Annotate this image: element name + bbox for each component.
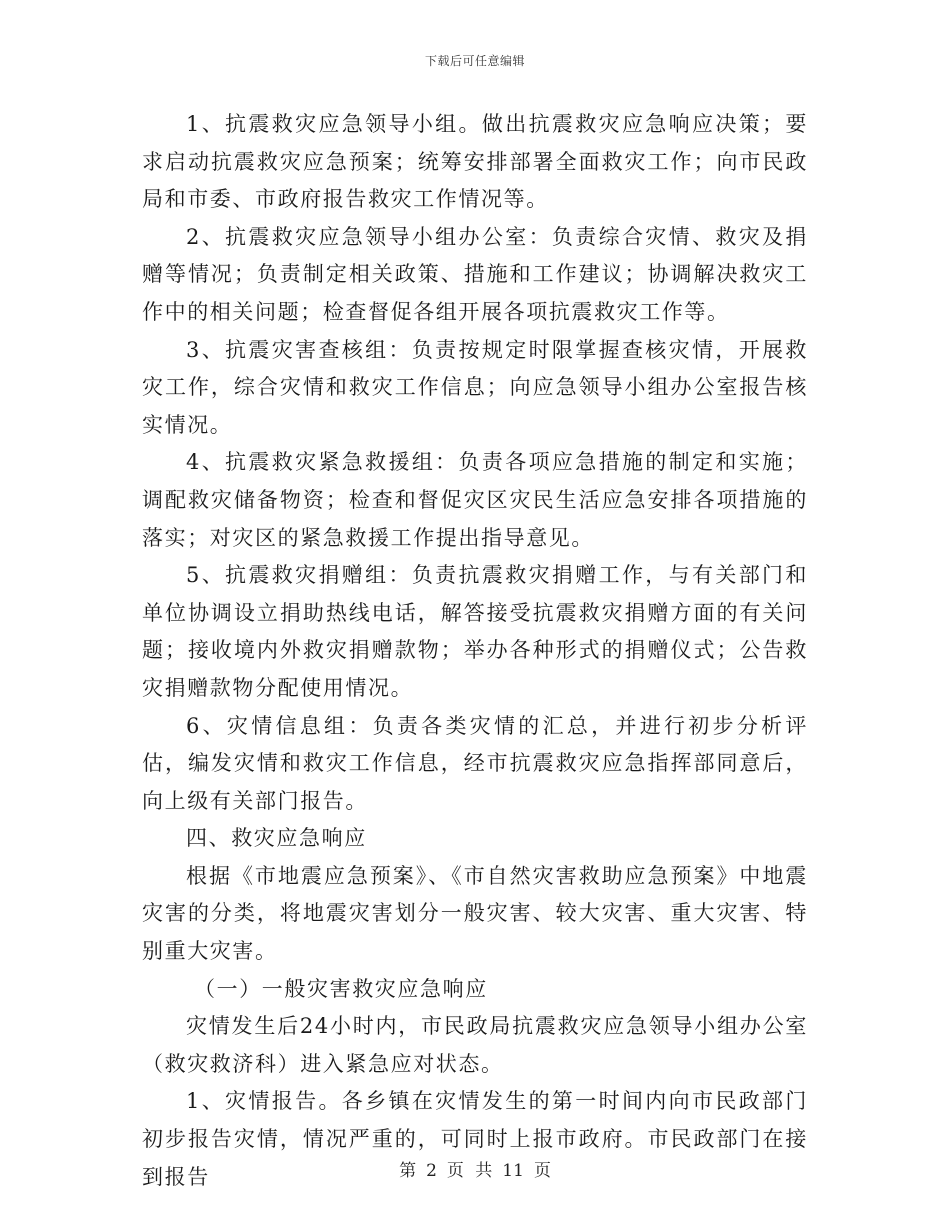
paragraph-item-6: 6、灾情信息组：负责各类灾情的汇总，并进行初步分析评估，编发灾情和救灾工作信息，经市抗震救灾应急指挥部同意后，向上级有关部门报告。 (142, 713, 808, 813)
page-number-footer (0, 1156, 950, 1181)
paragraph-24h: 灾情发生后24小时内，市民政局抗震救灾应急领导小组办公室（救灾救济科）进入紧急应对状态。 (142, 1014, 808, 1076)
paragraph-classification: 根据《市地震应急预案》、《市自然灾害救助应急预案》中地震灾害的分类，将地震灾害划分一般灾害、较大灾害、重大灾害、特别重大灾害。 (142, 863, 808, 964)
section-heading-response: 四、救灾应急响应 (186, 826, 367, 851)
paragraph-item-4: 4、抗震救灾紧急救援组：负责各项应急措施的制定和实施；调配救灾储备物资；检查和督促灾区灾民生活应急安排各项措施的落实；对灾区的紧急救援工作提出指导意见。 (142, 450, 808, 550)
paragraph-item-3: 3、抗震灾害查核组：负责按规定时限掌握查核灾情，开展救灾工作，综合灾情和救灾工作信息；向应急领导小组办公室报告核实情况。 (142, 337, 808, 437)
page-total: 11 (502, 1161, 524, 1181)
page-number: 2 (426, 1161, 437, 1181)
document-body (142, 106, 808, 1196)
subsection-heading-general: （一）一般灾害救灾应急响应 (194, 976, 488, 1001)
header-note: 下载后可任意编辑 (424, 54, 525, 68)
paragraph-item-2: 2、抗震救灾应急领导小组办公室：负责综合灾情、救灾及捐赠等情况；负责制定相关政策、措施和工作建议；协调解决救灾工作中的相关问题；检查督促各组开展各项抗震救灾工作等。 (142, 224, 808, 324)
page-suffix: 页 (533, 1161, 551, 1181)
page-prefix: 第 (399, 1161, 417, 1181)
paragraph-disaster-report: 1、灾情报告。各乡镇在灾情发生的第一时间内向市民政部门初步报告灾情，情况严重的，可同时上报市政府。市民政部门在接到报告 (142, 1089, 808, 1189)
page-mid: 页 共 (446, 1161, 493, 1181)
paragraph-item-1: 1、抗震救灾应急领导小组。做出抗震救灾应急响应决策；要求启动抗震救灾应急预案；统筹安排部署全面救灾工作；向市民政局和市委、市政府报告救灾工作情况等。 (142, 112, 808, 212)
paragraph-item-5: 5、抗震救灾捐赠组：负责抗震救灾捐赠工作，与有关部门和单位协调设立捐助热线电话，解答接受抗震救灾捐赠方面的有关问题；接收境内外救灾捐赠款物；举办各种形式的捐赠仪式；公告救灾捐赠款物分配使用情况。 (142, 563, 808, 700)
